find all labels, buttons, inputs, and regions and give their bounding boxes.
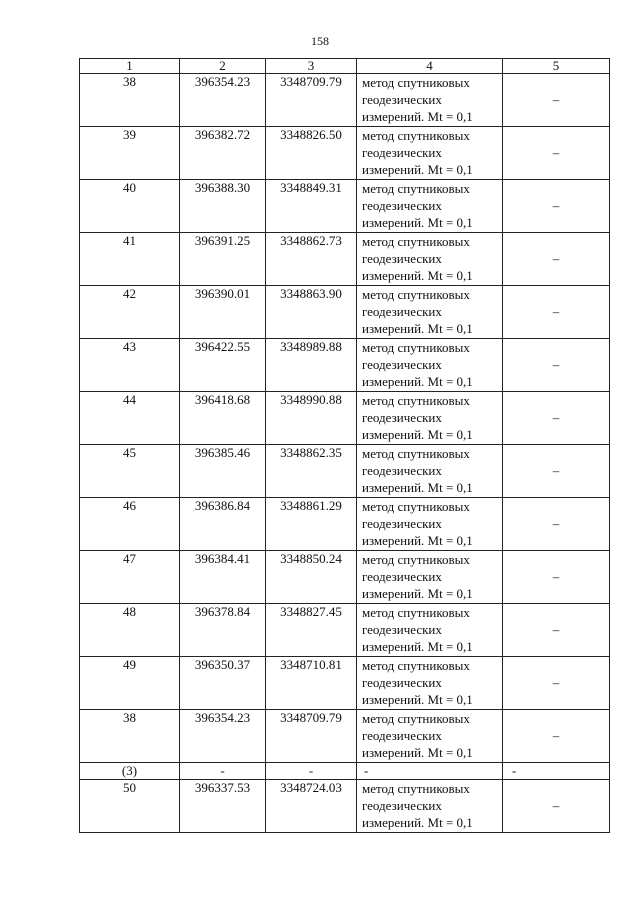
- column-header-2: 2: [180, 59, 266, 74]
- note-cell: –: [503, 498, 610, 551]
- note-cell: –: [503, 657, 610, 710]
- method-line-3: измерений. Mt = 0,1: [362, 533, 473, 548]
- table-row: [80, 392, 610, 445]
- method-line-2: геодезических: [362, 622, 442, 637]
- table-row: [80, 339, 610, 392]
- method-line-1: метод спутниковых: [362, 781, 470, 796]
- point-number-cell: 44: [80, 392, 180, 445]
- y-coordinate-cell: 3348989.88: [266, 339, 357, 392]
- method-line-3: измерений. Mt = 0,1: [362, 815, 473, 830]
- note-cell: –: [503, 339, 610, 392]
- table-row: [80, 127, 610, 180]
- table-row: [80, 604, 610, 657]
- column-header-3: 3: [266, 59, 357, 74]
- method-line-2: геодезических: [362, 145, 442, 160]
- y-coordinate-cell: 3348826.50: [266, 127, 357, 180]
- note-cell: –: [503, 233, 610, 286]
- point-number-cell: 45: [80, 445, 180, 498]
- x-coordinate-cell: -: [180, 763, 266, 780]
- x-coordinate-cell: 396386.84: [180, 498, 266, 551]
- x-coordinate-cell: 396422.55: [180, 339, 266, 392]
- method-line-3: измерений. Mt = 0,1: [362, 268, 473, 283]
- point-number-cell: 43: [80, 339, 180, 392]
- method-line-3: измерений. Mt = 0,1: [362, 374, 473, 389]
- table-row: [80, 445, 610, 498]
- method-cell: [357, 286, 503, 339]
- method-line-2: геодезических: [362, 357, 442, 372]
- method-line-3: измерений. Mt = 0,1: [362, 427, 473, 442]
- method-cell: [357, 233, 503, 286]
- point-number-cell: 42: [80, 286, 180, 339]
- y-coordinate-cell: 3348710.81: [266, 657, 357, 710]
- y-coordinate-cell: 3348862.35: [266, 445, 357, 498]
- point-number-cell: (3): [80, 763, 180, 780]
- y-coordinate-cell: 3348861.29: [266, 498, 357, 551]
- x-coordinate-cell: 396378.84: [180, 604, 266, 657]
- method-cell: [357, 604, 503, 657]
- y-coordinate-cell: 3348862.73: [266, 233, 357, 286]
- table-row: [80, 657, 610, 710]
- point-number-cell: 40: [80, 180, 180, 233]
- method-line-3: измерений. Mt = 0,1: [362, 321, 473, 336]
- note-cell: –: [503, 286, 610, 339]
- method-cell: [357, 339, 503, 392]
- y-coordinate-cell: 3348724.03: [266, 780, 357, 833]
- method-line-2: геодезических: [362, 675, 442, 690]
- method-line-1: метод спутниковых: [362, 340, 470, 355]
- x-coordinate-cell: 396350.37: [180, 657, 266, 710]
- y-coordinate-cell: 3348849.31: [266, 180, 357, 233]
- y-coordinate-cell: -: [266, 763, 357, 780]
- x-coordinate-cell: 396390.01: [180, 286, 266, 339]
- note-cell: –: [503, 127, 610, 180]
- table-header: [80, 59, 610, 74]
- y-coordinate-cell: 3348709.79: [266, 710, 357, 763]
- method-line-1: метод спутниковых: [362, 711, 470, 726]
- table-separator-row: [80, 763, 610, 780]
- method-line-2: геодезических: [362, 251, 442, 266]
- column-header-4: 4: [357, 59, 503, 74]
- method-line-3: измерений. Mt = 0,1: [362, 480, 473, 495]
- method-line-3: измерений. Mt = 0,1: [362, 745, 473, 760]
- note-cell: –: [503, 180, 610, 233]
- method-line-3: измерений. Mt = 0,1: [362, 692, 473, 707]
- method-cell: [357, 445, 503, 498]
- method-cell: [357, 780, 503, 833]
- column-header-5: 5: [503, 59, 610, 74]
- method-line-1: метод спутниковых: [362, 234, 470, 249]
- method-cell: [357, 74, 503, 127]
- method-line-1: метод спутниковых: [362, 75, 470, 90]
- column-header-1: 1: [80, 59, 180, 74]
- x-coordinate-cell: 396337.53: [180, 780, 266, 833]
- point-number-cell: 38: [80, 710, 180, 763]
- point-number-cell: 39: [80, 127, 180, 180]
- method-line-1: метод спутниковых: [362, 446, 470, 461]
- method-line-2: геодезических: [362, 798, 442, 813]
- note-cell: –: [503, 780, 610, 833]
- header-row: [80, 59, 610, 74]
- method-line-3: измерений. Mt = 0,1: [362, 639, 473, 654]
- method-cell: -: [357, 763, 503, 780]
- method-line-2: геодезических: [362, 516, 442, 531]
- y-coordinate-cell: 3348990.88: [266, 392, 357, 445]
- y-coordinate-cell: 3348827.45: [266, 604, 357, 657]
- table-row: [80, 74, 610, 127]
- method-line-2: геодезических: [362, 410, 442, 425]
- method-line-1: метод спутниковых: [362, 658, 470, 673]
- method-line-2: геодезических: [362, 463, 442, 478]
- note-cell: –: [503, 710, 610, 763]
- point-number-cell: 48: [80, 604, 180, 657]
- table-row: [80, 498, 610, 551]
- method-cell: [357, 392, 503, 445]
- point-number-cell: 47: [80, 551, 180, 604]
- note-cell: –: [503, 551, 610, 604]
- method-line-1: метод спутниковых: [362, 128, 470, 143]
- table-row: [80, 233, 610, 286]
- table-row: [80, 551, 610, 604]
- method-cell: [357, 127, 503, 180]
- method-line-2: геодезических: [362, 728, 442, 743]
- note-cell: –: [503, 74, 610, 127]
- y-coordinate-cell: 3348709.79: [266, 74, 357, 127]
- method-line-2: геодезических: [362, 304, 442, 319]
- point-number-cell: 46: [80, 498, 180, 551]
- x-coordinate-cell: 396354.23: [180, 74, 266, 127]
- y-coordinate-cell: 3348863.90: [266, 286, 357, 339]
- x-coordinate-cell: 396388.30: [180, 180, 266, 233]
- point-number-cell: 50: [80, 780, 180, 833]
- note-cell: –: [503, 392, 610, 445]
- coordinates-table: [79, 58, 610, 833]
- x-coordinate-cell: 396384.41: [180, 551, 266, 604]
- table-row: [80, 286, 610, 339]
- table-row: [80, 710, 610, 763]
- x-coordinate-cell: 396385.46: [180, 445, 266, 498]
- method-cell: [357, 657, 503, 710]
- point-number-cell: 49: [80, 657, 180, 710]
- method-line-3: измерений. Mt = 0,1: [362, 109, 473, 124]
- method-line-1: метод спутниковых: [362, 605, 470, 620]
- method-line-1: метод спутниковых: [362, 499, 470, 514]
- method-line-1: метод спутниковых: [362, 393, 470, 408]
- method-line-3: измерений. Mt = 0,1: [362, 586, 473, 601]
- table-row: [80, 780, 610, 833]
- x-coordinate-cell: 396354.23: [180, 710, 266, 763]
- x-coordinate-cell: 396382.72: [180, 127, 266, 180]
- method-line-1: метод спутниковых: [362, 181, 470, 196]
- method-cell: [357, 498, 503, 551]
- table-body: [80, 74, 610, 833]
- note-cell: -: [503, 763, 610, 780]
- method-cell: [357, 710, 503, 763]
- point-number-cell: 38: [80, 74, 180, 127]
- method-line-1: метод спутниковых: [362, 552, 470, 567]
- page-number: 158: [311, 34, 329, 48]
- method-line-2: геодезических: [362, 92, 442, 107]
- method-line-2: геодезических: [362, 569, 442, 584]
- note-cell: –: [503, 604, 610, 657]
- method-line-2: геодезических: [362, 198, 442, 213]
- method-line-3: измерений. Mt = 0,1: [362, 215, 473, 230]
- x-coordinate-cell: 396391.25: [180, 233, 266, 286]
- table-row: [80, 180, 610, 233]
- method-line-3: измерений. Mt = 0,1: [362, 162, 473, 177]
- y-coordinate-cell: 3348850.24: [266, 551, 357, 604]
- method-cell: [357, 180, 503, 233]
- x-coordinate-cell: 396418.68: [180, 392, 266, 445]
- note-cell: –: [503, 445, 610, 498]
- method-line-1: метод спутниковых: [362, 287, 470, 302]
- point-number-cell: 41: [80, 233, 180, 286]
- method-cell: [357, 551, 503, 604]
